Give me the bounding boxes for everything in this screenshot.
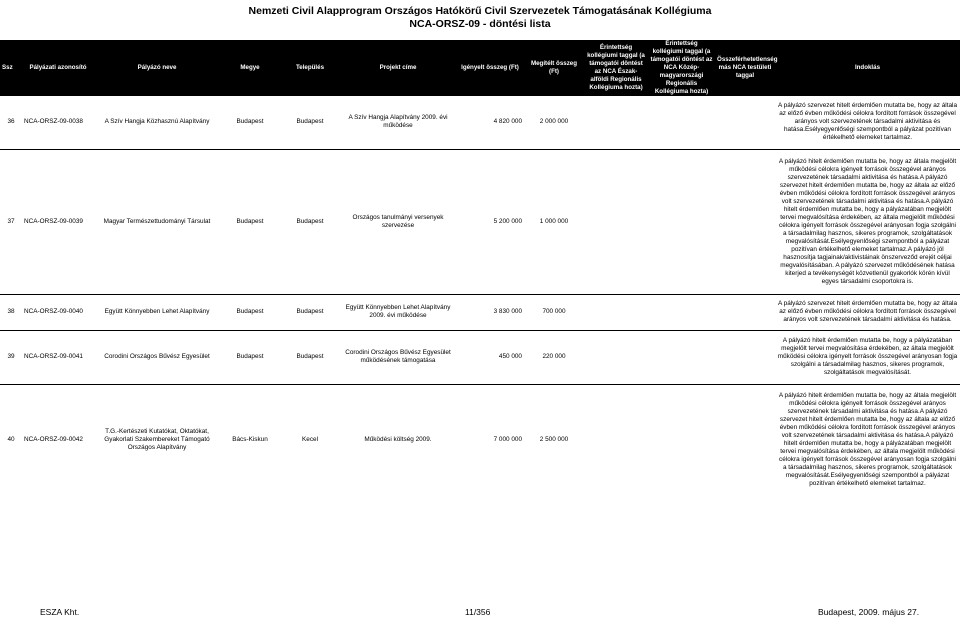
document-title: Nemzeti Civil Alapprogram Országos Hatókörű Civil Szervezetek Támogatásának Kollégiuma xyxy=(248,5,712,17)
header-town: Település xyxy=(280,40,340,96)
header-name: Pályázó neve xyxy=(94,40,220,96)
cell-id: NCA-ORSZ-09-0041 xyxy=(22,330,94,384)
table-row xyxy=(0,149,960,294)
cell-id: NCA-ORSZ-09-0040 xyxy=(22,294,94,330)
cell-name: Corodini Országos Bűvész Egyesület xyxy=(94,330,220,384)
cell-town: Budapest xyxy=(280,330,340,384)
cell-granted: 2 000 000 xyxy=(539,118,569,126)
cell-requested: 4 820 000 xyxy=(493,118,522,126)
footer-date: Budapest, 2009. május 27. xyxy=(818,607,920,617)
cell-project: Corodini Országos Bűvész Egyesület működésének támogatása xyxy=(340,330,456,384)
cell-committee-north xyxy=(584,96,648,149)
cell-county: Budapest xyxy=(220,149,280,294)
cell-id: NCA-ORSZ-09-0042 xyxy=(22,384,94,496)
cell-committee-north xyxy=(584,294,648,330)
cell-committee-north xyxy=(584,149,648,294)
cell-project: Működési költség 2009. xyxy=(340,384,456,496)
cell-project: Országos tanulmányi versenyek szervezése xyxy=(340,149,456,294)
cell-reason: A pályázó szervezet hitelt érdemlően mutatta be, hogy az általa az előző évben működési célokra fordított források összegével arányos volt szervezetének társadalmi aktivitása és hatása.Esélyegyenlőségi szempontból a pályázat pozitívan értékelhető elemeket tartalmaz. xyxy=(777,102,958,142)
header-granted: Megítélt összeg (Ft) xyxy=(524,40,584,96)
cell-granted: 1 000 000 xyxy=(524,149,584,294)
cell-conflict xyxy=(715,96,775,149)
cell-requested: 3 830 000 xyxy=(456,294,524,330)
header-ssz: Ssz xyxy=(0,40,22,96)
cell-requested: 450 000 xyxy=(456,330,524,384)
decision-table xyxy=(0,40,960,496)
cell-town: Budapest xyxy=(296,118,324,126)
cell-committee-central xyxy=(648,96,715,149)
cell-id: NCA-ORSZ-09-0038 xyxy=(24,118,83,126)
cell-county: Budapest xyxy=(220,294,280,330)
cell-id: NCA-ORSZ-09-0039 xyxy=(22,149,94,294)
cell-conflict xyxy=(715,330,775,384)
cell-town: Budapest xyxy=(280,294,340,330)
cell-conflict xyxy=(715,149,775,294)
table-row xyxy=(0,384,960,496)
cell-county: Bács-Kiskun xyxy=(220,384,280,496)
table-row xyxy=(0,294,960,330)
header-id: Pályázati azonosító xyxy=(22,40,94,96)
cell-granted: 220 000 xyxy=(524,330,584,384)
cell-county: Budapest xyxy=(236,118,264,126)
cell-ssz: 38 xyxy=(0,294,22,330)
cell-conflict xyxy=(715,384,775,496)
cell-reason: A pályázó szervezet hitelt érdemlően mutatta be, hogy az általa az előző évben működési célokra fordított források összegével arányos volt szervezetének társadalmi aktivitása és hatása. xyxy=(775,294,960,330)
table-row xyxy=(0,330,960,384)
cell-granted: 2 500 000 xyxy=(524,384,584,496)
cell-town: Budapest xyxy=(280,149,340,294)
cell-reason: A pályázó hitelt érdemlően mutatta be, hogy az általa megjelölt működési célokra igényelt források összegével arányos szervezetének társadalmi aktivitása és hatása.A pályázó szervezet hitelt érdemlően mutatta be, hogy az általa az előző évben működési célokra fordított források összegével arányos volt szervezetének társadalmi aktivitása és hatása.A pályázó hitelt érdemlően mutatta be, hogy a pályázatában megjelölt tervei megvalósítása érdekében, az általa megjelölt működési célokra igényelt források összegével arányosan fogja szolgálni a társadalmilag hasznos, sikeres programok, szolgáltatások megvalósítását.Esélyegyenlőségi szempontból a pályázat pozitívan értékelhető elemeket tartalmaz. xyxy=(775,384,960,496)
table-header-row xyxy=(0,40,960,96)
cell-requested: 5 200 000 xyxy=(456,149,524,294)
cell-project: Együtt Könnyebben Lehet Alapítvány 2009. évi működése xyxy=(340,294,456,330)
cell-county: Budapest xyxy=(220,330,280,384)
cell-name: Együtt Könnyebben Lehet Alapítvány xyxy=(94,294,220,330)
cell-ssz: 40 xyxy=(0,384,22,496)
header-requested: Igényelt összeg (Ft) xyxy=(456,40,524,96)
document-subtitle: NCA-ORSZ-09 - döntési lista xyxy=(409,18,551,30)
cell-name: A Szív Hangja Közhasznú Alapítvány xyxy=(104,118,210,126)
cell-ssz: 37 xyxy=(0,149,22,294)
cell-name: T.G.-Kertészeti Kutatókat, Oktatókat, Gyakorlati Szakembereket Támogató Országos Alapítvány xyxy=(94,384,220,496)
footer-org: ESZA Kht. xyxy=(40,607,80,617)
header-conflict: Összeférhetetlenség más NCA testületi taggal xyxy=(715,40,775,96)
header-reason: Indoklás xyxy=(775,40,960,96)
table-row xyxy=(0,96,960,149)
cell-town: Kecel xyxy=(280,384,340,496)
cell-committee-central xyxy=(648,330,715,384)
cell-committee-central xyxy=(648,294,715,330)
cell-committee-central xyxy=(648,384,715,496)
cell-requested: 7 000 000 xyxy=(456,384,524,496)
cell-ssz: 36 xyxy=(7,118,15,126)
header-county: Megye xyxy=(220,40,280,96)
cell-committee-north xyxy=(584,384,648,496)
cell-committee-central xyxy=(648,149,715,294)
header-project: Projekt címe xyxy=(340,40,456,96)
cell-granted: 700 000 xyxy=(524,294,584,330)
header-committee-central: Érintettség kollégiumi taggal (a támogatói döntést az NCA Közép-magyarországi Regionális Kollégiuma hozta) xyxy=(648,40,715,96)
cell-name: Magyar Természettudományi Társulat xyxy=(94,149,220,294)
cell-committee-north xyxy=(584,330,648,384)
footer-page-number: 11/356 xyxy=(465,607,491,617)
cell-conflict xyxy=(715,294,775,330)
cell-ssz: 39 xyxy=(0,330,22,384)
header-committee-north: Érintettség kollégiumi taggal (a támogatói döntést az NCA Észak-alföldi Regionális Kollégiuma hozta) xyxy=(584,40,648,96)
cell-reason: A pályázó hitelt érdemlően mutatta be, hogy az általa megjelölt működési célokra igényelt források összegével arányos szervezetének társadalmi aktivitása és hatása.A pályázó szervezet hitelt érdemlően mutatta be, hogy az általa az előző évben működési célokra fordított források összegével arányos volt szervezetének társadalmi aktivitása és hatása.A pályázó hitelt érdemlően mutatta be, hogy a pályázatában megjelölt tervei megvalósítása érdekében, az általa megjelölt működési célokra igényelt források összegével arányosan fogja szolgálni a társadalmilag hasznos, sikeres programok, szolgáltatások megvalósítását.Esélyegyenlőségi szempontból a pályázat pozitívan értékelhető elemeket tartalmaz.A pályázó jól hasznosítja tagjainak/aktivistáinak önszerveződ erejét céljai megvalósításában. A pályázó szervezet működésének hatása kiterjed a tevékenységét közvetlenül gyakorlók körén kívül egyes társadalmi csoportokra is. xyxy=(775,149,960,294)
cell-reason: A pályázó hitelt érdemlően mutatta be, hogy a pályázatában megjelölt tervei megvalósítása érdekében, az általa megjelölt működési célokra igényelt források összegével arányosan fogja szolgálni a társadalmilag hasznos, sikeres programok, szolgáltatások megvalósítását. xyxy=(775,330,960,384)
cell-project: A Szív Hangja Alapítvány 2009. évi működése xyxy=(348,114,448,130)
